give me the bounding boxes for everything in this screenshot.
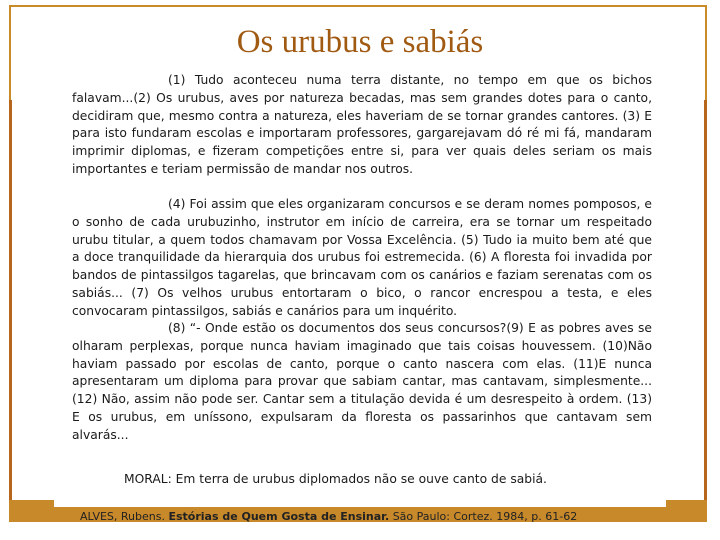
left-accent-bar [9, 100, 12, 520]
paragraph-1: (1) Tudo aconteceu numa terra distante, no tempo em que os bichos falavam...(2) Os urubus, aves por natureza becadas, mas sem grandes dotes para o canto, decidiram que, mesmo contra a natureza, eles haveriam de se tornar grandes cantores. (3) E para isto fundaram escolas e importaram professores, gargarejavam dó ré mi fá, mandaram imprimir diplomas, e fizeram competições entre si, para ver quais deles seriam os mais importantes e teriam permissão de mandar nos outros. [72, 73, 652, 176]
paragraph-3: (8) “- Onde estão os documentos dos seus concursos?(9) E as pobres aves se olharam perplexas, porque nunca haviam imaginado que tais coisas houvessem. (10)Não haviam passado por escolas de canto, porque o canto nascera com elas. (11)E nunca apresentaram um diploma para provar que sabiam cantar, mas cantavam, simplesmente...(12) Não, assim não pode ser. Cantar sem a titulação devida é um desrespeito à ordem. (13) E os urubus, em uníssono, expulsaram da floresta os passarinhos que cantavam sem alvarás... [72, 321, 652, 442]
citation-title: Estórias de Quem Gosta de Ensinar. [168, 510, 390, 523]
citation [80, 510, 680, 523]
citation-rest: São Paulo: Cortez. 1984, p. 61-62 [392, 510, 578, 523]
moral-line: MORAL: Em terra de urubus diplomados não se ouve canto de sabiá. [124, 472, 547, 486]
scanned-text-image [54, 62, 666, 507]
right-accent-bar [704, 100, 707, 520]
paragraph-2: (4) Foi assim que eles organizaram concursos e se deram nomes pomposos, e o sonho de cada urubuzinho, instrutor em início de carreira, era se tornar um respeitado urubu titular, a quem todos chamavam por Vossa Excelência. (5) Tudo ia muito bem até que a doce tranquilidade da hierarquia dos urubus foi estremecida. (6) A floresta foi invadida por bandos de pintassilgos tagarelas, que brincavam com os canários e faziam serenatas com os sabiás... (7) Os velhos urubus entortaram o bico, o rancor encrespou a testa, e eles convocaram pintassilgos, sabiás e canários para um inquérito. [72, 197, 652, 318]
citation-author: ALVES, Rubens. [80, 510, 165, 523]
slide-title: Os urubus e sabiás [236, 24, 484, 60]
